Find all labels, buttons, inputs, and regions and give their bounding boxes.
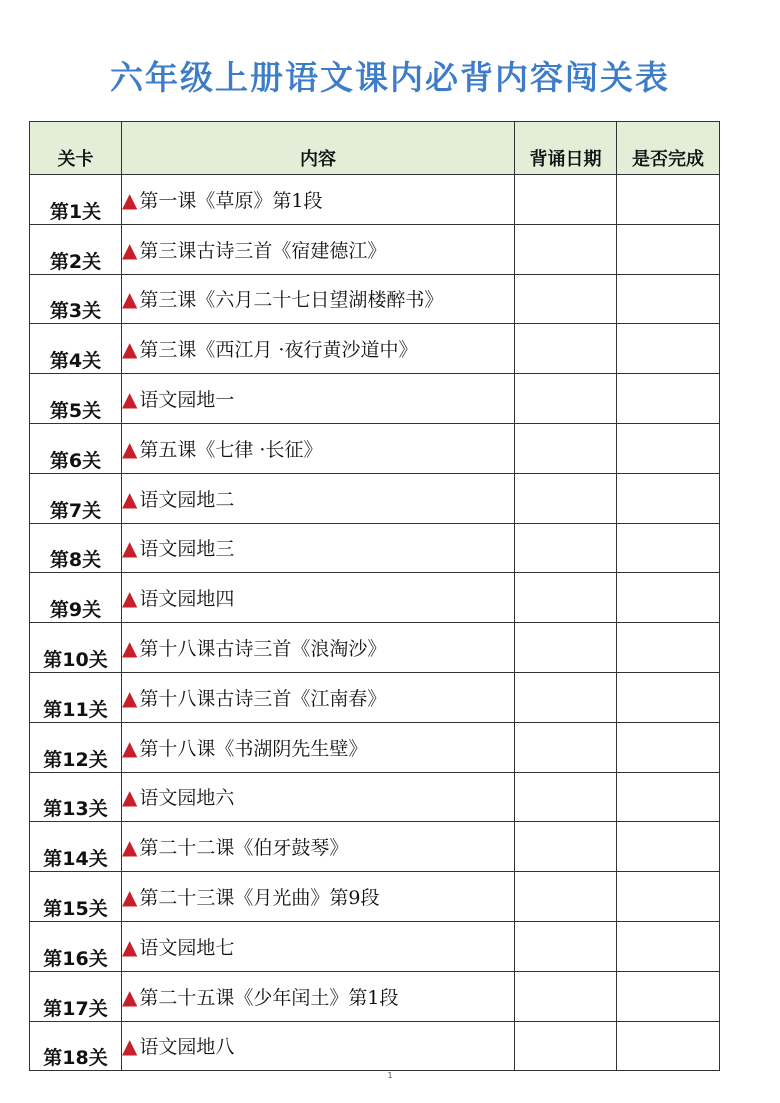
red-triangle-icon: ▲ (122, 337, 138, 362)
table-body (30, 175, 720, 1071)
completion-cell[interactable] (617, 224, 720, 274)
content-cell (122, 523, 515, 573)
completion-cell[interactable] (617, 822, 720, 872)
level-cell: 第2关 (30, 224, 122, 274)
level-cell: 第18关 (30, 1021, 122, 1071)
level-cell: 第8关 (30, 523, 122, 573)
level-cell: 第13关 (30, 772, 122, 822)
header-content: 内容 (122, 122, 515, 175)
table-header-row (30, 122, 720, 175)
table-row (30, 473, 720, 523)
content-cell (122, 772, 515, 822)
table-row (30, 1021, 720, 1071)
completion-cell[interactable] (617, 423, 720, 473)
table-row (30, 274, 720, 324)
red-triangle-icon: ▲ (122, 785, 138, 810)
level-cell: 第3关 (30, 274, 122, 324)
red-triangle-icon: ▲ (122, 934, 138, 959)
red-triangle-icon: ▲ (122, 237, 138, 262)
red-triangle-icon: ▲ (122, 436, 138, 461)
red-triangle-icon: ▲ (122, 387, 138, 412)
recite-date-cell[interactable] (515, 473, 617, 523)
content-cell (122, 672, 515, 722)
table-row (30, 324, 720, 374)
content-cell (122, 175, 515, 225)
completion-cell[interactable] (617, 921, 720, 971)
completion-cell[interactable] (617, 722, 720, 772)
red-triangle-icon: ▲ (122, 735, 138, 760)
red-triangle-icon: ▲ (122, 1034, 138, 1059)
completion-cell[interactable] (617, 274, 720, 324)
content-cell (122, 274, 515, 324)
table-row (30, 971, 720, 1021)
content-cell (122, 722, 515, 772)
page-title: 六年级上册语文课内必背内容闯关表 (110, 58, 670, 97)
recite-date-cell[interactable] (515, 772, 617, 822)
level-cell: 第16关 (30, 921, 122, 971)
recite-date-cell[interactable] (515, 224, 617, 274)
recite-date-cell[interactable] (515, 374, 617, 424)
level-cell: 第7关 (30, 473, 122, 523)
content-cell (122, 623, 515, 673)
content-text: 第十八课古诗三首《浪淘沙》 (139, 638, 387, 661)
header-date: 背诵日期 (515, 122, 617, 175)
content-text: 第二十三课《月光曲》第9段 (139, 887, 380, 910)
content-text: 语文园地七 (139, 936, 235, 959)
recite-date-cell[interactable] (515, 423, 617, 473)
content-text: 语文园地六 (139, 787, 235, 810)
red-triangle-icon: ▲ (122, 586, 138, 611)
content-text: 第二十二课《伯牙鼓琴》 (139, 837, 349, 860)
red-triangle-icon: ▲ (122, 486, 138, 511)
content-cell (122, 224, 515, 274)
table-row (30, 573, 720, 623)
completion-cell[interactable] (617, 772, 720, 822)
recite-date-cell[interactable] (515, 175, 617, 225)
recite-date-cell[interactable] (515, 274, 617, 324)
content-cell (122, 374, 515, 424)
red-triangle-icon: ▲ (122, 187, 138, 212)
table-row (30, 175, 720, 225)
table-row (30, 921, 720, 971)
red-triangle-icon: ▲ (122, 885, 138, 910)
content-text: 第十八课《书湖阴先生壁》 (139, 737, 368, 760)
content-text: 语文园地一 (139, 389, 235, 412)
table-row (30, 224, 720, 274)
content-cell (122, 423, 515, 473)
content-text: 第一课《草原》第1段 (139, 189, 323, 212)
recite-date-cell[interactable] (515, 324, 617, 374)
content-cell (122, 324, 515, 374)
recite-date-cell[interactable] (515, 573, 617, 623)
level-cell: 第10关 (30, 623, 122, 673)
recite-date-cell[interactable] (515, 921, 617, 971)
checklist-table (29, 121, 720, 1071)
level-cell: 第9关 (30, 573, 122, 623)
recite-date-cell[interactable] (515, 722, 617, 772)
recite-date-cell[interactable] (515, 872, 617, 922)
content-cell (122, 1021, 515, 1071)
content-cell (122, 573, 515, 623)
table-row (30, 672, 720, 722)
level-cell: 第11关 (30, 672, 122, 722)
recite-date-cell[interactable] (515, 672, 617, 722)
content-text: 第二十五课《少年闰土》第1段 (139, 986, 399, 1009)
page-number: 1 (387, 1071, 393, 1080)
recite-date-cell[interactable] (515, 523, 617, 573)
completion-cell[interactable] (617, 523, 720, 573)
content-text: 第三课《六月二十七日望湖楼醉书》 (139, 289, 444, 312)
content-text: 第三课《西江月 ·夜行黄沙道中》 (139, 339, 418, 362)
content-cell (122, 921, 515, 971)
completion-cell[interactable] (617, 1021, 720, 1071)
red-triangle-icon: ▲ (122, 835, 138, 860)
content-text: 语文园地三 (139, 538, 235, 561)
red-triangle-icon: ▲ (122, 536, 138, 561)
red-triangle-icon: ▲ (122, 287, 138, 312)
level-cell: 第12关 (30, 722, 122, 772)
table-row (30, 772, 720, 822)
red-triangle-icon: ▲ (122, 984, 138, 1009)
recite-date-cell[interactable] (515, 971, 617, 1021)
completion-cell[interactable] (617, 175, 720, 225)
completion-cell[interactable] (617, 971, 720, 1021)
table-row (30, 523, 720, 573)
content-text: 第五课《七律 ·长征》 (139, 438, 323, 461)
table-row (30, 722, 720, 772)
completion-cell[interactable] (617, 872, 720, 922)
content-text: 第十八课古诗三首《江南春》 (139, 687, 387, 710)
header-done: 是否完成 (617, 122, 720, 175)
level-cell: 第17关 (30, 971, 122, 1021)
content-text: 语文园地二 (139, 488, 235, 511)
red-triangle-icon: ▲ (122, 636, 138, 661)
level-cell: 第4关 (30, 324, 122, 374)
level-cell: 第15关 (30, 872, 122, 922)
content-text: 语文园地四 (139, 588, 235, 611)
completion-cell[interactable] (617, 324, 720, 374)
content-cell (122, 872, 515, 922)
table-row (30, 423, 720, 473)
recite-date-cell[interactable] (515, 1021, 617, 1071)
table-row (30, 623, 720, 673)
table-row (30, 822, 720, 872)
level-cell: 第1关 (30, 175, 122, 225)
completion-cell[interactable] (617, 473, 720, 523)
content-cell (122, 473, 515, 523)
level-cell: 第6关 (30, 423, 122, 473)
content-cell (122, 971, 515, 1021)
table-row (30, 374, 720, 424)
content-cell (122, 822, 515, 872)
header-level: 关卡 (30, 122, 122, 175)
completion-cell[interactable] (617, 573, 720, 623)
table-row (30, 872, 720, 922)
level-cell: 第14关 (30, 822, 122, 872)
completion-cell[interactable] (617, 374, 720, 424)
level-cell: 第5关 (30, 374, 122, 424)
content-text: 第三课古诗三首《宿建德江》 (139, 239, 387, 262)
recite-date-cell[interactable] (515, 623, 617, 673)
recite-date-cell[interactable] (515, 822, 617, 872)
content-text: 语文园地八 (139, 1036, 235, 1059)
red-triangle-icon: ▲ (122, 685, 138, 710)
completion-cell[interactable] (617, 623, 720, 673)
completion-cell[interactable] (617, 672, 720, 722)
